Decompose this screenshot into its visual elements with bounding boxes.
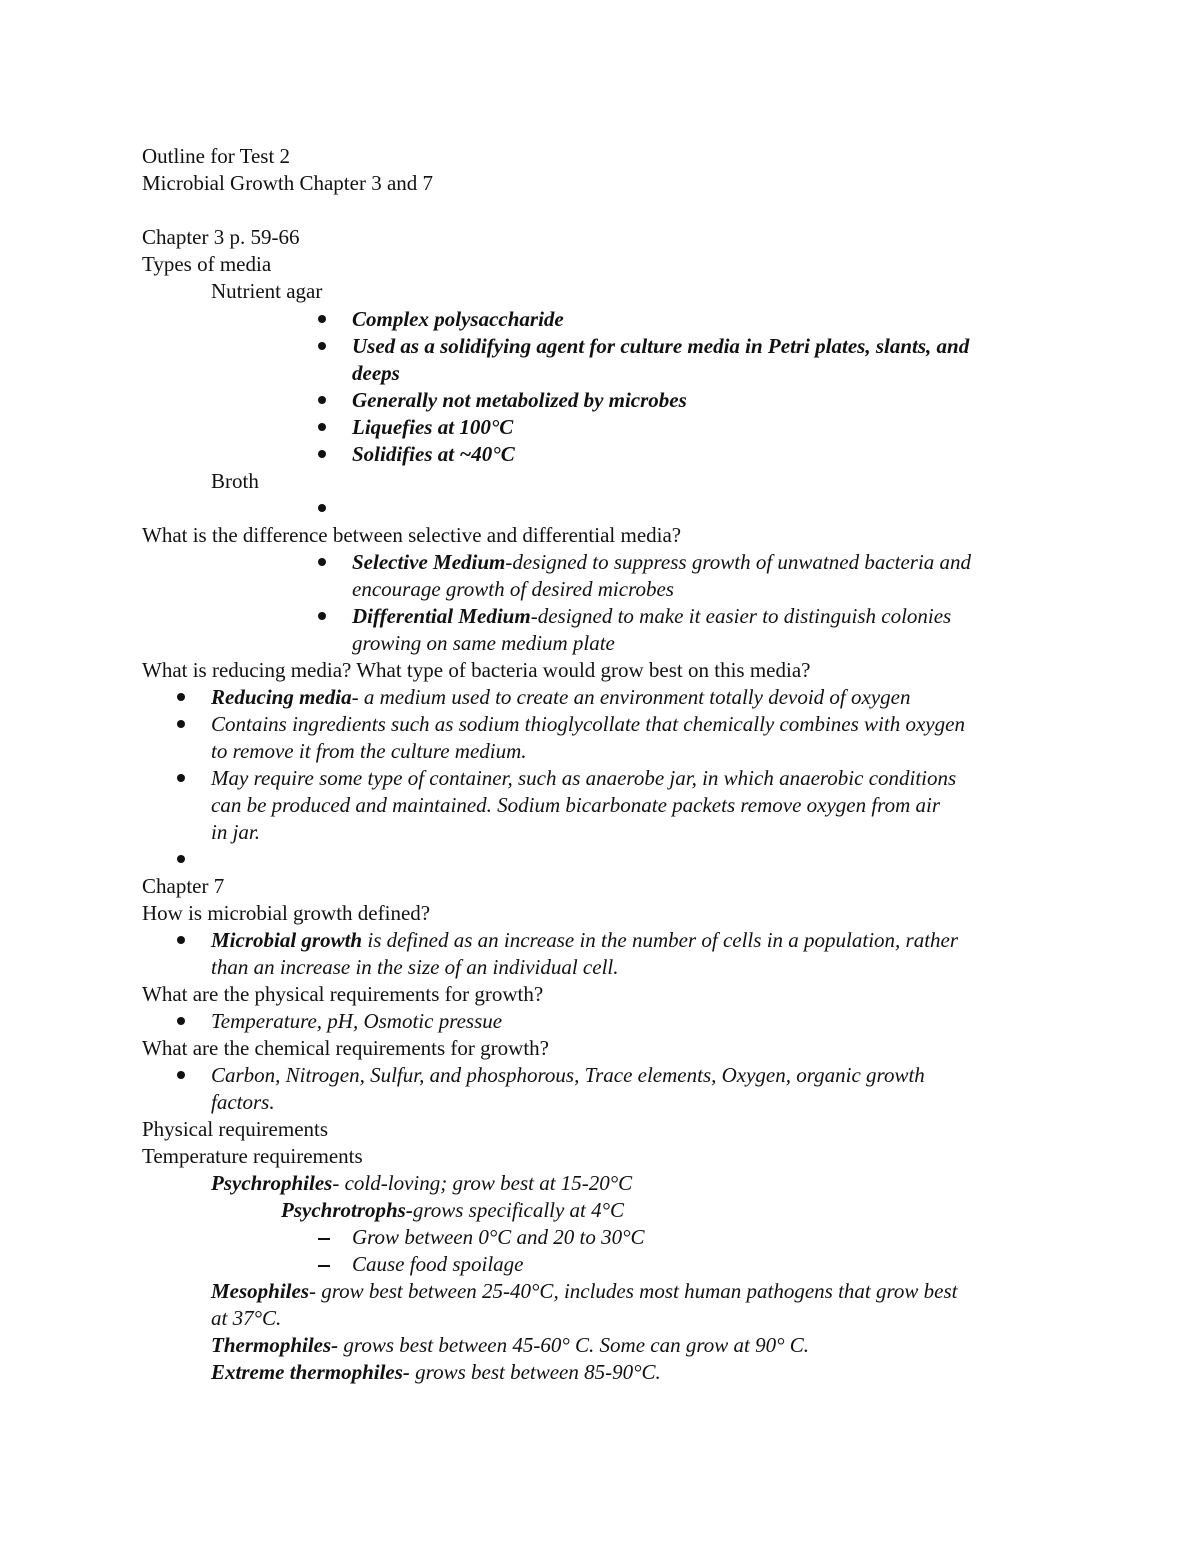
differential-answer-cont: growing on same medium plate <box>352 631 615 655</box>
thermophiles-term: Thermophiles- <box>211 1333 339 1357</box>
physical-question: What are the physical requirements for growth? <box>142 982 544 1006</box>
bullet-icon <box>177 936 185 944</box>
thermophiles-line: Thermophiles- grows best between 45-60° C. Some can grow at 90° C. <box>211 1333 809 1357</box>
reducing-question: What is reducing media? What type of bacteria would grow best on this media? <box>142 658 811 682</box>
selective-answer-cont: encourage growth of desired microbes <box>352 577 674 601</box>
agar-bullet-3: Generally not metabolized by microbes <box>352 388 687 412</box>
agar-bullet-2-cont: deeps <box>352 361 400 385</box>
physical-requirements-heading: Physical requirements <box>142 1117 329 1141</box>
bullet-icon <box>318 612 326 620</box>
document-title: Outline for Test 2 <box>142 144 291 168</box>
psychrophiles-term: Psychrophiles <box>211 1171 333 1195</box>
growth-answer: Microbial growth is defined as an increase in the number of cells in a population, rather <box>211 928 959 952</box>
bullet-icon <box>318 558 326 566</box>
bullet-icon <box>318 342 326 350</box>
nutrient-agar-label: Nutrient agar <box>211 279 323 303</box>
reducing-bullet-3: May require some type of container, such as anaerobe jar, in which anaerobic conditions <box>211 766 957 790</box>
bullet-icon <box>177 693 185 701</box>
selective-term: Selective Medium <box>352 550 506 574</box>
psychrophiles-line: Psychrophiles- cold-loving; grow best at 15-20°C <box>211 1171 633 1195</box>
bullet-icon <box>318 423 326 431</box>
psychrotrophs-dash-2: Cause food spoilage <box>352 1252 524 1276</box>
reducing-term: Reducing media <box>211 685 352 709</box>
extreme-thermophiles-term: Extreme thermophiles- <box>211 1360 410 1384</box>
growth-question: How is microbial growth defined? <box>142 901 431 925</box>
bullet-icon <box>177 774 185 782</box>
differential-term: Differential Medium <box>352 604 531 628</box>
chemical-answer: Carbon, Nitrogen, Sulfur, and phosphorous, Trace elements, Oxygen, organic growth <box>211 1063 925 1087</box>
chemical-answer-cont: factors. <box>211 1090 275 1114</box>
agar-bullet-5: Solidifies at ~40°C <box>352 442 515 466</box>
document-subtitle: Microbial Growth Chapter 3 and 7 <box>142 171 434 195</box>
agar-bullet-4: Liquefies at 100°C <box>352 415 514 439</box>
selective-answer: Selective Medium-designed to suppress growth of unwatned bacteria and <box>352 550 972 574</box>
bullet-icon <box>177 855 185 863</box>
reducing-bullet-3-cont: can be produced and maintained. Sodium bicarbonate packets remove oxygen from air <box>211 793 941 817</box>
bullet-icon <box>318 315 326 323</box>
agar-bullet-1: Complex polysaccharide <box>352 307 564 331</box>
mesophiles-term: Mesophiles <box>211 1279 310 1303</box>
chapter3-heading: Chapter 3 p. 59-66 <box>142 225 300 249</box>
psychrotrophs-line: Psychrotrophs-grows specifically at 4°C <box>281 1198 625 1222</box>
dash-bullet-icon <box>318 1238 330 1240</box>
bullet-icon <box>318 396 326 404</box>
mesophiles-line: Mesophiles- grow best between 25-40°C, includes most human pathogens that grow best <box>211 1279 958 1303</box>
bullet-icon <box>177 720 185 728</box>
growth-term: Microbial growth <box>211 928 363 952</box>
broth-label: Broth <box>211 469 259 493</box>
bullet-icon <box>177 1017 185 1025</box>
reducing-bullet-2: Contains ingredients such as sodium thioglycollate that chemically combines with oxygen <box>211 712 965 736</box>
bullet-icon <box>318 504 326 512</box>
reducing-bullet-2-cont: to remove it from the culture medium. <box>211 739 527 763</box>
chemical-question: What are the chemical requirements for growth? <box>142 1036 549 1060</box>
reducing-bullet-3-cont2: in jar. <box>211 820 261 844</box>
differential-answer: Differential Medium-designed to make it easier to distinguish colonies <box>352 604 952 628</box>
agar-bullet-2: Used as a solidifying agent for culture media in Petri plates, slants, and <box>352 334 970 358</box>
temperature-requirements-heading: Temperature requirements <box>142 1144 363 1168</box>
extreme-thermophiles-line: Extreme thermophiles- grows best between 85-90°C. <box>211 1360 661 1384</box>
bullet-icon <box>177 1071 185 1079</box>
bullet-icon <box>318 450 326 458</box>
dash-bullet-icon <box>318 1265 330 1267</box>
psychrotrophs-term: Psychrotrophs- <box>281 1198 413 1222</box>
physical-answer: Temperature, pH, Osmotic pressue <box>211 1009 503 1033</box>
types-of-media-heading: Types of media <box>142 252 272 276</box>
reducing-answer: Reducing media- a medium used to create an environment totally devoid of oxygen <box>211 685 911 709</box>
growth-answer-cont: than an increase in the size of an individual cell. <box>211 955 619 979</box>
mesophiles-cont: at 37°C. <box>211 1306 282 1330</box>
chapter7-heading: Chapter 7 <box>142 874 225 898</box>
selective-question: What is the difference between selective and differential media? <box>142 523 682 547</box>
psychrotrophs-dash-1: Grow between 0°C and 20 to 30°C <box>352 1225 645 1249</box>
